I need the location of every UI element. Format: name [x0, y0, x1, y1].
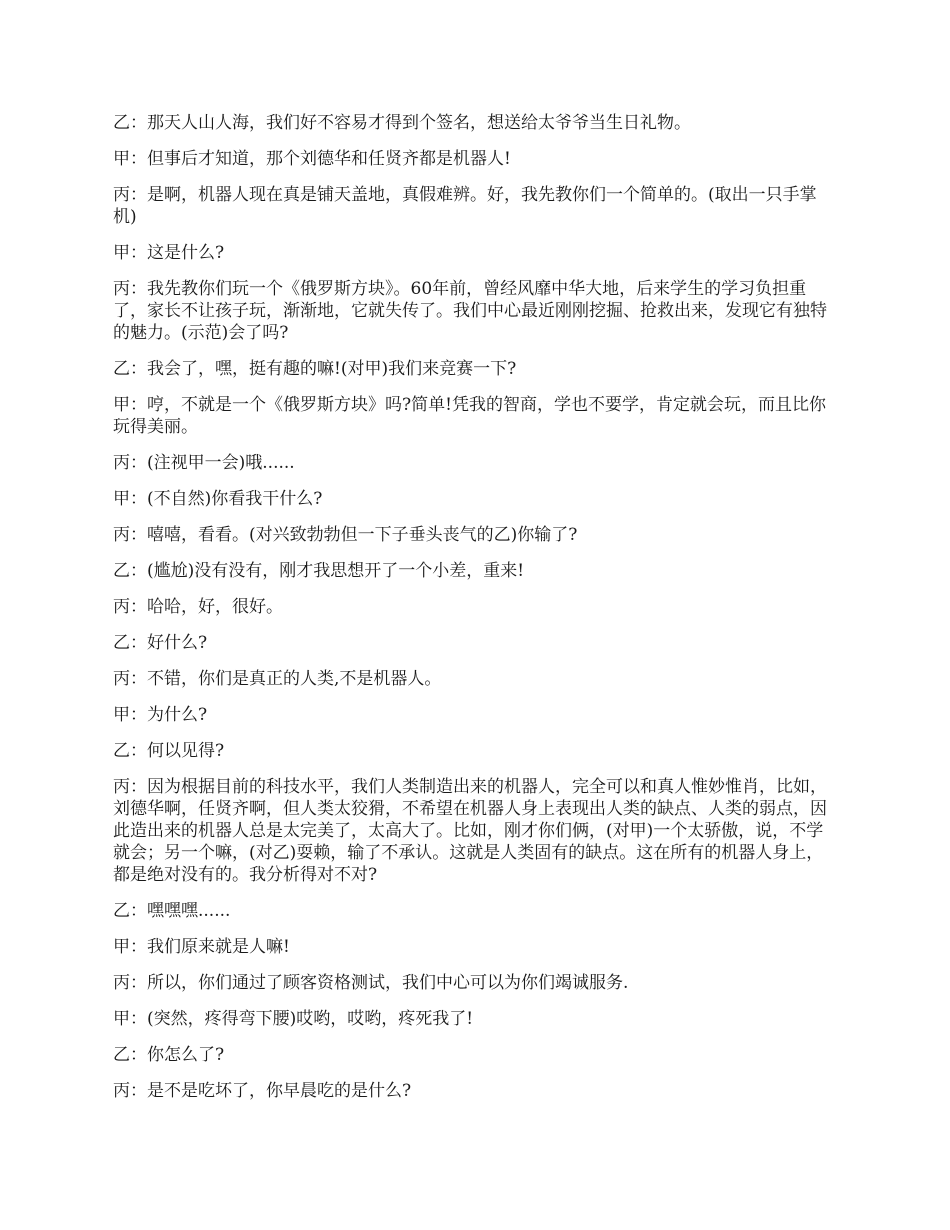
- dialogue-line: 甲：我们原来就是人嘛!: [113, 937, 290, 957]
- dialogue-line: 丙：是啊，机器人现在真是铺天盖地，真假难辨。好，我先教你们一个简单的。(取出一只手掌机): [113, 185, 817, 227]
- dialogue-line: 甲：(不自然)你看我干什么?: [113, 489, 323, 509]
- dialogue-line: 乙：何以见得?: [113, 741, 225, 761]
- document-body: [113, 112, 838, 1116]
- dialogue-line: 乙：我会了，嘿，挺有趣的嘛!(对甲)我们来竞赛一下?: [113, 359, 517, 379]
- dialogue-line: 甲：但事后才知道，那个刘德华和任贤齐都是机器人!: [113, 149, 511, 169]
- dialogue-line: 丙：嘻嘻，看看。(对兴致勃勃但一下子垂头丧气的乙)你输了?: [113, 525, 578, 545]
- dialogue-line: 乙：(尴尬)没有没有，刚才我思想开了一个小差，重来!: [113, 561, 525, 581]
- dialogue-line: 丙：因为根据目前的科技水平，我们人类制造出来的机器人，完全可以和真人惟妙惟肖，比如，刘德华啊，任贤齐啊，但人类太狡猾，不希望在机器人身上表现出人类的缺点、人类的弱点，因此造出来的机器人总是太完美了，太高大了。比如，刚才你们俩，(对甲)一个太骄傲，说，不学就会；另一个嘛，(对乙)耍赖，输了不承认。这就是人类固有的缺点。这在所有的机器人身上，都是绝对没有的。我分析得对不对?: [113, 777, 827, 885]
- dialogue-line: 甲：哼，不就是一个《俄罗斯方块》吗?简单!凭我的智商，学也不要学，肯定就会玩，而且比你玩得美丽。: [113, 395, 826, 437]
- dialogue-line: 乙：你怎么了?: [113, 1045, 225, 1065]
- dialogue-line: 丙：所以，你们通过了顾客资格测试，我们中心可以为你们竭诚服务.: [113, 973, 629, 993]
- dialogue-line: 丙：不错，你们是真正的人类,不是机器人。: [113, 669, 442, 689]
- dialogue-line: 甲：为什么?: [113, 705, 208, 725]
- dialogue-line: 丙：我先教你们玩一个《俄罗斯方块》。60年前，曾经风靡中华大地，后来学生的学习负担重了，家长不让孩子玩，渐渐地，它就失传了。我们中心最近刚刚挖掘、抢救出来，发现它有独特的魅力。(示范)会了吗?: [113, 279, 827, 343]
- dialogue-line: 乙：那天人山人海，我们好不容易才得到个签名，想送给太爷爷当生日礼物。: [113, 113, 691, 133]
- dialogue-line: 丙：(注视甲一会)哦......: [113, 453, 295, 473]
- dialogue-line: 甲：(突然，疼得弯下腰)哎哟，哎哟，疼死我了!: [113, 1009, 474, 1029]
- dialogue-line: 丙：哈哈，好，很好。: [113, 597, 283, 617]
- dialogue-line: 乙：好什么?: [113, 633, 208, 653]
- dialogue-line: 乙：嘿嘿嘿......: [113, 901, 231, 921]
- dialogue-line: 丙：是不是吃坏了，你早晨吃的是什么?: [113, 1081, 412, 1101]
- dialogue-line: 甲：这是什么?: [113, 243, 225, 263]
